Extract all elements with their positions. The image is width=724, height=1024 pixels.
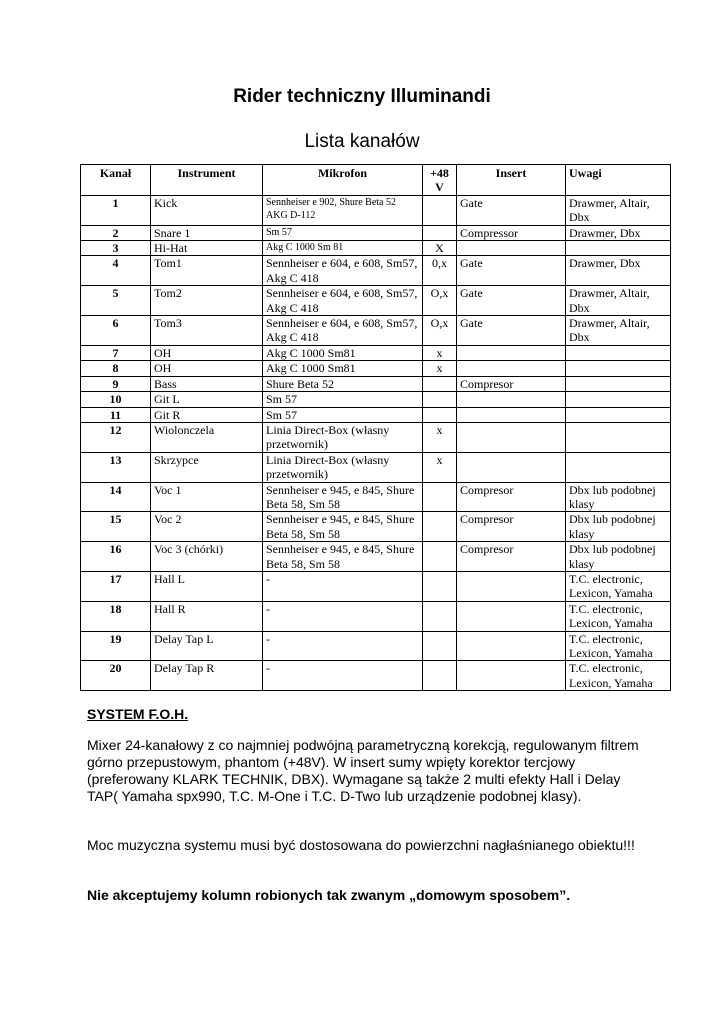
channel-number-cell: 19	[81, 631, 151, 661]
channel-number-cell: 8	[81, 361, 151, 376]
channel-number-cell: 4	[81, 256, 151, 286]
notes-cell	[566, 361, 671, 376]
channel-list-subtitle: Lista kanałów	[304, 131, 420, 152]
col-header-notes: Uwagi	[566, 165, 671, 196]
instrument-cell: Voc 1	[151, 482, 263, 512]
channel-table	[80, 164, 671, 691]
insert-cell	[457, 661, 566, 691]
microphone-cell: Sennheiser e 604, e 608, Sm57, Akg C 418	[263, 316, 423, 346]
notes-cell: Dbx lub podobnej klasy	[566, 512, 671, 542]
microphone-cell: Sm 57	[263, 392, 423, 407]
phantom-cell: x	[423, 422, 457, 452]
phantom-cell: x	[423, 345, 457, 360]
microphone-cell: -	[263, 661, 423, 691]
insert-cell: Compresor	[457, 542, 566, 572]
col-header-insert: Insert	[457, 165, 566, 196]
instrument-cell: Hall L	[151, 571, 263, 601]
microphone-cell: Sennheiser e 604, e 608, Sm57, Akg C 418	[263, 286, 423, 316]
phantom-cell	[423, 631, 457, 661]
instrument-cell: Skrzypce	[151, 452, 263, 482]
table-row	[81, 631, 671, 661]
phantom-cell	[423, 225, 457, 240]
channel-number-cell: 13	[81, 452, 151, 482]
channel-number-cell: 16	[81, 542, 151, 572]
microphone-cell: Sennheiser e 945, e 845, Shure Beta 58, Sm 58	[263, 512, 423, 542]
phantom-cell: 0,x	[423, 256, 457, 286]
insert-cell	[457, 407, 566, 422]
phantom-cell	[423, 392, 457, 407]
instrument-cell: Hi-Hat	[151, 241, 263, 256]
col-header-instrument: Instrument	[151, 165, 263, 196]
channel-number-cell: 12	[81, 422, 151, 452]
notes-cell	[566, 452, 671, 482]
insert-cell	[457, 392, 566, 407]
table-row	[81, 482, 671, 512]
notes-cell: Drawmer, Dbx	[566, 256, 671, 286]
system-foh-heading: SYSTEM F.O.H.	[87, 706, 189, 722]
phantom-cell	[423, 407, 457, 422]
phantom-cell	[423, 661, 457, 691]
microphone-cell: Akg C 1000 Sm 81	[263, 241, 423, 256]
microphone-cell: -	[263, 571, 423, 601]
phantom-cell	[423, 376, 457, 391]
phantom-cell	[423, 512, 457, 542]
instrument-cell: Delay Tap L	[151, 631, 263, 661]
channel-number-cell: 9	[81, 376, 151, 391]
table-header-row	[81, 165, 671, 196]
insert-cell: Gate	[457, 256, 566, 286]
insert-cell: Gate	[457, 286, 566, 316]
microphone-cell: Linia Direct-Box (własny przetwornik)	[263, 452, 423, 482]
notes-cell: Dbx lub podobnej klasy	[566, 542, 671, 572]
col-header-channel: Kanał	[81, 165, 151, 196]
channel-number-cell: 1	[81, 195, 151, 225]
notes-cell	[566, 392, 671, 407]
phantom-cell	[423, 482, 457, 512]
channel-number-cell: 20	[81, 661, 151, 691]
phantom-cell	[423, 542, 457, 572]
insert-cell	[457, 601, 566, 631]
notes-cell	[566, 422, 671, 452]
table-row	[81, 345, 671, 360]
notes-cell: Dbx lub podobnej klasy	[566, 482, 671, 512]
channel-number-cell: 2	[81, 225, 151, 240]
table-row	[81, 542, 671, 572]
notes-cell	[566, 345, 671, 360]
insert-cell: Gate	[457, 195, 566, 225]
table-row	[81, 225, 671, 240]
microphone-cell: -	[263, 601, 423, 631]
microphone-cell: Sennheiser e 945, e 845, Shure Beta 58, Sm 58	[263, 542, 423, 572]
notes-cell: Drawmer, Altair, Dbx	[566, 316, 671, 346]
channel-number-cell: 6	[81, 316, 151, 346]
notes-cell	[566, 376, 671, 391]
phantom-cell: x	[423, 361, 457, 376]
instrument-cell: Wiolonczela	[151, 422, 263, 452]
instrument-cell: Tom3	[151, 316, 263, 346]
table-row	[81, 195, 671, 225]
instrument-cell: Tom1	[151, 256, 263, 286]
instrument-cell: Voc 2	[151, 512, 263, 542]
notes-cell: T.C. electronic, Lexicon, Yamaha	[566, 631, 671, 661]
table-row	[81, 407, 671, 422]
notes-cell	[566, 407, 671, 422]
phantom-cell	[423, 571, 457, 601]
microphone-cell: Sennheiser e 902, Shure Beta 52 AKG D-112	[263, 195, 423, 225]
instrument-cell: Kick	[151, 195, 263, 225]
phantom-cell: X	[423, 241, 457, 256]
microphone-cell: -	[263, 631, 423, 661]
table-row	[81, 286, 671, 316]
channel-number-cell: 17	[81, 571, 151, 601]
speakers-warning: Nie akceptujemy kolumn robionych tak zwanym „domowym sposobem”.	[87, 887, 571, 903]
insert-cell: Compresor	[457, 482, 566, 512]
phantom-cell	[423, 195, 457, 225]
insert-cell	[457, 361, 566, 376]
insert-cell: Gate	[457, 316, 566, 346]
instrument-cell: OH	[151, 345, 263, 360]
insert-cell: Compressor	[457, 225, 566, 240]
insert-cell	[457, 345, 566, 360]
instrument-cell: Hall R	[151, 601, 263, 631]
microphone-cell: Sennheiser e 604, e 608, Sm57, Akg C 418	[263, 256, 423, 286]
document-title: Rider techniczny Illuminandi	[233, 86, 491, 107]
col-header-microphone: Mikrofon	[263, 165, 423, 196]
phantom-cell: O,x	[423, 286, 457, 316]
microphone-cell: Sm 57	[263, 225, 423, 240]
instrument-cell: Voc 3 (chórki)	[151, 542, 263, 572]
notes-cell: Drawmer, Altair, Dbx	[566, 286, 671, 316]
instrument-cell: Bass	[151, 376, 263, 391]
notes-cell: Drawmer, Dbx	[566, 225, 671, 240]
table-row	[81, 452, 671, 482]
table-row	[81, 512, 671, 542]
table-row	[81, 601, 671, 631]
microphone-cell: Sm 57	[263, 407, 423, 422]
instrument-cell: Git L	[151, 392, 263, 407]
microphone-cell: Shure Beta 52	[263, 376, 423, 391]
mixer-paragraph: Mixer 24-kanałowy z co najmniej podwójną parametryczną korekcją, regulowanym filtrem górno przepustowym, phantom (+48V). W insert sumy wpięty korektor tercjowy (preferowany KLARK TECHNIK, DBX). Wymagane są także 2 multi efekty Hall i Delay TAP( Yamaha spx990, T.C. M-One i T.C. D-Two lub urządzenie podobnej klasy).	[87, 737, 639, 804]
channel-number-cell: 5	[81, 286, 151, 316]
phantom-cell	[423, 601, 457, 631]
channel-number-cell: 18	[81, 601, 151, 631]
channel-number-cell: 11	[81, 407, 151, 422]
instrument-cell: Git R	[151, 407, 263, 422]
microphone-cell: Sennheiser e 945, e 845, Shure Beta 58, Sm 58	[263, 482, 423, 512]
table-row	[81, 361, 671, 376]
table-row	[81, 422, 671, 452]
channel-number-cell: 10	[81, 392, 151, 407]
insert-cell	[457, 631, 566, 661]
insert-cell	[457, 571, 566, 601]
instrument-cell: Snare 1	[151, 225, 263, 240]
channel-number-cell: 7	[81, 345, 151, 360]
insert-cell	[457, 452, 566, 482]
table-row	[81, 241, 671, 256]
microphone-cell: Akg C 1000 Sm81	[263, 345, 423, 360]
microphone-cell: Akg C 1000 Sm81	[263, 361, 423, 376]
table-row	[81, 392, 671, 407]
table-row	[81, 376, 671, 391]
notes-cell	[566, 241, 671, 256]
channel-number-cell: 15	[81, 512, 151, 542]
notes-cell: T.C. electronic, Lexicon, Yamaha	[566, 571, 671, 601]
instrument-cell: Tom2	[151, 286, 263, 316]
table-row	[81, 571, 671, 601]
instrument-cell: Delay Tap R	[151, 661, 263, 691]
insert-cell	[457, 241, 566, 256]
insert-cell	[457, 422, 566, 452]
col-header-phantom: +48 V	[423, 165, 457, 196]
phantom-cell: x	[423, 452, 457, 482]
instrument-cell: OH	[151, 361, 263, 376]
microphone-cell: Linia Direct-Box (własny przetwornik)	[263, 422, 423, 452]
notes-cell: Drawmer, Altair, Dbx	[566, 195, 671, 225]
power-paragraph: Moc muzyczna systemu musi być dostosowana do powierzchni nagłaśnianego obiektu!!!	[87, 837, 635, 853]
table-row	[81, 661, 671, 691]
table-row	[81, 256, 671, 286]
table-row	[81, 316, 671, 346]
notes-cell: T.C. electronic, Lexicon, Yamaha	[566, 661, 671, 691]
insert-cell: Compresor	[457, 512, 566, 542]
notes-cell: T.C. electronic, Lexicon, Yamaha	[566, 601, 671, 631]
channel-number-cell: 14	[81, 482, 151, 512]
channel-number-cell: 3	[81, 241, 151, 256]
phantom-cell: O,x	[423, 316, 457, 346]
insert-cell: Compresor	[457, 376, 566, 391]
